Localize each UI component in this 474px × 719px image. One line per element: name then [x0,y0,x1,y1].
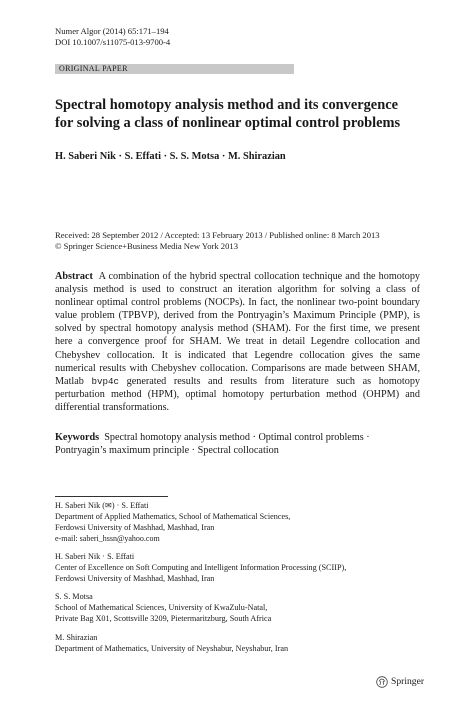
affiliation-names: H. Saberi Nik (✉) · S. Effati [55,501,149,510]
affiliation-names: S. S. Motsa [55,592,93,601]
affiliation-block [55,551,435,584]
author-separator: · [219,151,228,162]
author-name[interactable]: M. Shirazian [227,151,286,162]
springer-horse-icon [376,676,388,688]
journal-doi: DOI 10.1007/s11075-013-9700-4 [55,37,171,47]
affiliation-line: Ferdowsi University of Mashhad, Mashhad, Iran [55,574,215,583]
affiliation-email[interactable]: e-mail: saberi_hssn@yahoo.com [55,534,160,543]
affiliation-names: H. Saberi Nik · S. Effati [55,552,135,561]
author-name[interactable]: S. S. Motsa [169,151,220,162]
affiliation-line: Department of Applied Mathematics, School of Mathematical Sciences, [55,512,291,521]
author-separator: · [160,151,170,162]
author-list [55,150,435,163]
affiliation-block [55,591,435,624]
author-name[interactable]: H. Saberi Nik [55,151,116,162]
keywords-line-1: Spectral homotopy analysis method · Optimal control problems · [104,432,370,443]
affiliation-block [55,632,435,654]
keywords [55,431,420,457]
author-separator: · [115,151,125,162]
affiliation-line: Private Bag X01, Scottsville 3209, Pietermaritzburg, South Africa [55,614,272,623]
journal-header [55,26,435,48]
affiliation-line: Department of Mathematics, University of Neyshabur, Neyshabur, Iran [55,644,289,653]
paper-title [55,96,435,132]
affiliation-line: Center of Excellence on Soft Computing and Intelligent Information Processing (SCIIP), [55,563,347,572]
abstract-text: A combination of the hybrid spectral collocation technique and the homotopy analysis method is used to construct an iteration algorithm for solving a class of nonlinear optimal control problems (NOCPs). In fact, the nonlinear two-point boundary value problem (TPBVP), derived from the Pontryagin’s Maximum Principle (PMP), is solved by spectral homotopy analysis method (SHAM). For the first time, we present here a convergence proof for SHAM. We treat in detail Legendre collocation and Chebyshev collocation. It is indicated that Legendre collocation gives the same numerical results with Chebyshev collocation. Comparisons are made between SHAM, Matlab [55,271,421,387]
affiliation-line: Ferdowsi University of Mashhad, Mashhad, Iran [55,523,215,532]
author-name[interactable]: S. Effati [124,151,161,162]
journal-citation: Numer Algor (2014) 65:171–194 [55,26,169,36]
affiliation-block [55,500,435,544]
abstract-heading: Abstract [55,271,93,282]
abstract-text-continued: generated results and results from literature such as homotopy perturbation method (HPM), optimal homotopy perturbation method (OHPM) and differential transformations. [55,375,421,413]
affiliation-names: M. Shirazian [55,633,98,642]
abstract-code: bvp4c [91,375,120,387]
keywords-heading: Keywords [55,432,100,443]
publisher-logo [376,676,424,688]
keywords-line-2: Pontryagin’s maximum principle · Spectral collocation [55,445,279,457]
footnote-divider [55,496,168,497]
abstract [55,270,420,414]
publisher-name: Springer [391,676,425,687]
copyright-line: © Springer Science+Business Media New York 2013 [55,241,238,251]
affiliation-line: School of Mathematical Sciences, University of KwaZulu-Natal, [55,603,268,612]
title-line-2: for solving a class of nonlinear optimal control problems [55,115,401,131]
article-type-badge: ORIGINAL PAPER [55,64,294,74]
publication-dates [55,230,435,252]
dates-line: Received: 28 September 2012 / Accepted: 13 February 2013 / Published online: 8 March 2013 [55,230,380,240]
title-line-1: Spectral homotopy analysis method and its convergence [55,97,398,113]
